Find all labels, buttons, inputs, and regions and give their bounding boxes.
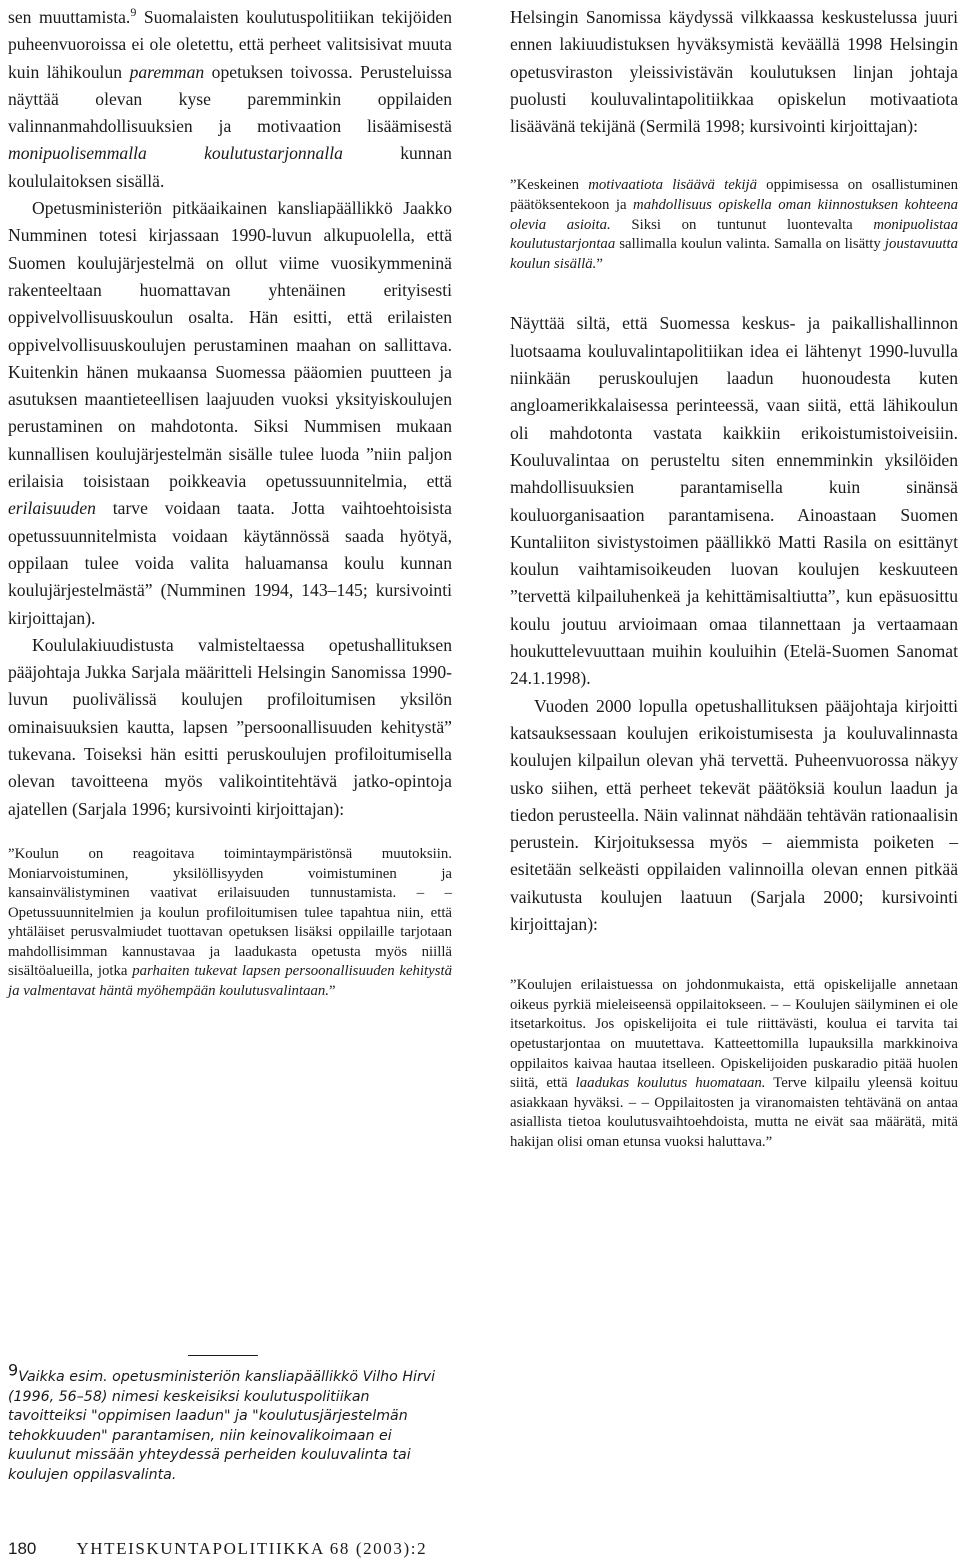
paragraph: sen muuttamista.$^9$ Suomalaisten koulutuspolitiikan tekijöiden puheenvuoroissa ei ole oletettu, että perheet valitsisivat muuta kuin lähikoulun paremman opetuksen toivossa. Perusteluissa näyttää olevan kyse paremminkin oppilaiden valinnanmahdollisuuksien ja motivaation lisäämisestä monipuolisemmalla koulutustarjonnalla kunnan koululaitoksen sisällä. bbox=[8, 5, 452, 191]
footnote-mark: 9 bbox=[8, 1360, 19, 1380]
footnote-text: Vaikka esim. opetusministeriön kansliapäällikkö Vilho Hirvi (1996, 56–58) nimesi keskeisiksi koulutuspolitiikan tavoitteiksi "oppimisen laadun" ja "koulutusjärjestelmän tehokkuuden" parantamisen, niin keinovalikoimaan ei kuulunut missään yhteydessä perheiden kouluvalinta tai koulujen oppilasvalinta. bbox=[8, 1369, 436, 1483]
block-quote: ”Keskeinen motivaatiota lisäävä tekijä oppimisessa on osallistuminen päätöksentekoon ja mahdollisuus opiskella oman kiinnostuksen kohteena olevia asioita. Siksi on tuntunut luontevalta monipuolistaa koulutustarjontaa sallimalla koulun valinta. Samalla on lisätty joustavuutta koulun sisällä.” bbox=[510, 177, 959, 272]
block-quote: ”Koulun on reagoitava toimintaympäristönsä muutoksiin. Moniarvoistuminen, yksilöllisyyden voimistuminen ja kansainvälistyminen vaativat erilaisuuden tunnustamista. – – Opetussuunnitelmien ja koulun profiloitumisen tulee tapahtua niin, että yhtäläiset perusvalmiudet tuottavan opetuksen lisäksi oppilaille tarjotaan mahdollisimman kannustavaa ja laadukasta opetusta myös niillä sisältöalueilla, jotka parhaiten tukevat lapsen persoonallisuuden kehitystä ja valmentavat häntä myöhempään koulutusvalintaan.” bbox=[8, 845, 452, 1000]
paragraph: Helsingin Sanomissa käydyssä vilkkaassa keskustelussa juuri ennen lakiuudistuksen hyväksymistä keväällä 1998 Helsingin opetusviraston yleissivistävän koulutuksen linjan johtaja puolusti kouluvalintapolitiikkaa opiskelun motivaatiota lisäävänä tekijänä (Sermilä 1998; kursivointi kirjoittajan): bbox=[510, 7, 958, 137]
journal-title: YHTEISKUNTAPOLITIIKKA 68 (2003):2 bbox=[76, 1539, 428, 1558]
paragraph: Opetusministeriön pitkäaikainen kansliapäällikkö Jaakko Numminen totesi kirjassaan 1990-luvun alkupuolella, että Suomen koulujärjestelmä on ollut viime vuosikymmeninä rakenteeltaan huomattavan yhtenäinen erityisesti oppivelvollisuuskoulun osalta. Hän esitti, että erilaisten oppivelvollisuuskoulujen perustaminen maahan on sallittava. Kuitenkin hänen mukaansa Suomessa pääomien puutteen ja asutuksen maantieteellisen laajuuden vuoksi yksityiskoulujen perustaminen on mahdotonta. Siksi Nummisen mukaan kunnallisen koulujärjestelmän sisälle tulee luoda ”niin paljon erilaisia toisistaan poikkeavia opetussuunnitelmia, että erilaisuuden tarve voidaan taata. Jotta vaihtoehtoisista opetussuunnitelmista voidaan käytännössä saada hyötyä, oppilaan tulee voida valita haluamansa koulu kunnan koulujärjestelmästä” (Numminen 1994, 143–145; kursivointi kirjoittajan). bbox=[8, 198, 452, 628]
page-footer bbox=[8, 1538, 952, 1560]
left-column bbox=[8, 4, 452, 1002]
footnote-divider bbox=[188, 1355, 258, 1356]
page-number: 180 bbox=[8, 1539, 37, 1558]
right-column bbox=[510, 4, 958, 1153]
footnote-reference: 9 bbox=[130, 5, 137, 20]
block-quote: ”Koulujen erilaistuessa on johdonmukaista, että opiskelijalle annetaan oikeus pyrkiä mieleiseensä oppilaitokseen. – – Koulujen säilyminen ei ole itsetarkoitus. Jos opiskelijoita ei tule riittävästi, koulua ei tarvita tai opetustarjontaa on muutettava. Katteettomilla lupauksilla markkinoiva oppilaitos kaivaa hautaa itselleen. Opiskelijoiden puskaradio pitää huolen siitä, että laadukas koulutus huomataan. Terve kilpailu yleensä koituu asiakkaan hyväksi. – – Oppilaitosten ja viranomaisten tehtävänä on antaa asiallista tietoa koulutusvaihtoehdoista, mutta ne eivät saa määrätä, mitä hakijan olisi oman etunsa vuoksi haluttava.” bbox=[510, 977, 958, 1151]
footnote bbox=[8, 1360, 452, 1486]
paragraph: Näyttää siltä, että Suomessa keskus- ja paikallishallinnon luotsaama kouluvalintapolitiikan idea ei lähtenyt 1990-luvulla niinkään peruskoulujen laadun huonoudesta kuten angloamerikkalaisessa perinteessä, vaan siitä, että lähikoulun oli mahdotonta vastata kaikkiin erikoistumistoiveisiin. Kouluvalintaa on perusteltu siten ennemminkin yksilöiden mahdollisuuksien parantamisella kuin sinänsä kouluorganisaation parantamisena. Ainoastaan Suomen Kuntaliiton sivistystoimen päällikkö Matti Rasila on esittänyt koulun vaihtamisoikeuden luovan koulujen keskuuteen ”tervettä kilpailuhenkeä ja kehittämisaltiutta”, kun epäsuosittu koulu joutuu arvioimaan omaa tilannettaan ja vertaamaan houkuttelevuuttaan muihin kouluihin (Etelä-Suomen Sanomat 24.1.1998). bbox=[510, 313, 958, 689]
paragraph: Vuoden 2000 lopulla opetushallituksen pääjohtaja kirjoitti katsauksessaan koulujen erikoistumisesta ja kouluvalinnasta koulujen kilpailun olevan yhä tervettä. Puheenvuorossa näkyy usko siihen, että perheet tekevät päätöksiä koulun laadun ja tiedon perusteella. Näin valinnat nähdään tehtävän rationaalisin perustein. Kirjoituksessa myös – aiemmista poiketen – esitetään selkeästi oppilaiden valinnoilla olevan ennen pitkää vaikutusta koulujen laatuun (Sarjala 2000; kursivointi kirjoittajan): bbox=[510, 695, 958, 934]
paragraph: Koululakiuudistusta valmisteltaessa opetushallituksen pääjohtaja Jukka Sarjala määritteli Helsingin Sanomissa 1990-luvun puolivälissä koulujen profiloitumisen yksilön ominaisuuksien kautta, lapsen ”persoonallisuuden kehitystä” tukevana. Toiseksi hän esitti peruskoulujen profiloitumisella olevan tavoitteena myös valikointitehtävä jatko-opintoja ajatellen (Sarjala 1996; kursivointi kirjoittajan): bbox=[8, 634, 452, 819]
